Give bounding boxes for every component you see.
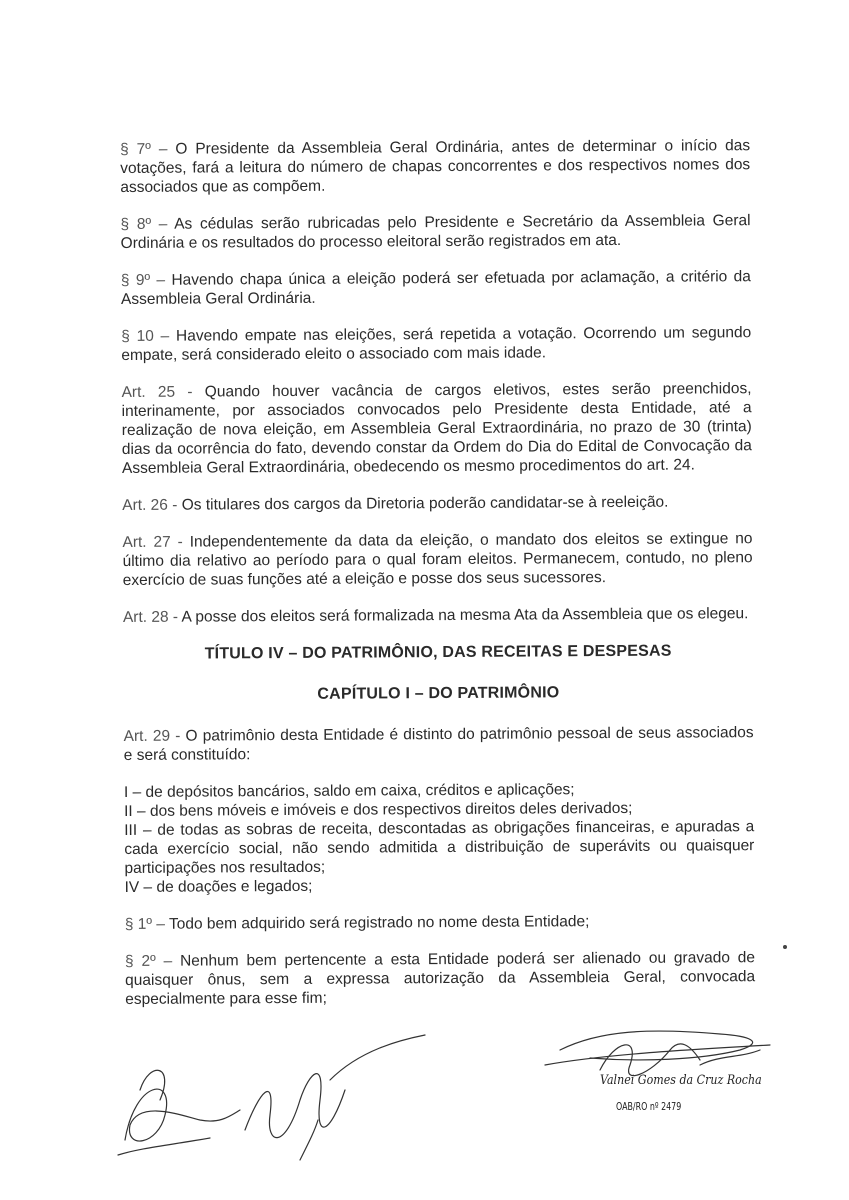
stamp-name: Valnei Gomes da Cruz Rocha bbox=[600, 1073, 762, 1088]
paragraph-8 bbox=[120, 211, 750, 253]
article-text: A posse dos eleitos será formalizada na mesma Ata da Assembleia que os elegeu. bbox=[178, 605, 749, 626]
list-item: III – de todas as sobras de receita, descontadas as obrigações financeiras, e apuradas a cada exercício social, não sendo admitida a distribuição de superávits ou quaisquer participações nos resultados; bbox=[124, 818, 755, 877]
paragraph-7 bbox=[120, 136, 750, 197]
article-29 bbox=[124, 723, 754, 765]
article-text: O patrimônio desta Entidade é distinto do patrimônio pessoal de seus associados e será constituído: bbox=[123, 724, 754, 764]
paragraph-lead: § 1º – bbox=[124, 915, 165, 933]
paragraph-10 bbox=[121, 323, 751, 365]
paragraph-lead: § 9º – bbox=[120, 271, 166, 289]
paragraph-text: Havendo chapa única a eleição poderá ser efetuada por aclamação, a critério da Assembleia Geral Ordinária. bbox=[120, 268, 751, 308]
signature-left bbox=[118, 1035, 425, 1160]
list-item: IV – de doações e legados; bbox=[124, 877, 313, 896]
paragraph-text: Havendo empate nas eleições, será repetida a votação. Ocorrendo um segundo empate, será considerado eleito o associado com mais idade. bbox=[121, 324, 752, 364]
paragraph-text: As cédulas serão rubricadas pelo Presidente e Secretário da Assembleia Geral Ordinária e os resultados do processo eleitoral serão registrados em ata. bbox=[120, 212, 751, 252]
paragraph-lead: § 8º – bbox=[120, 215, 168, 233]
paragraph-lead: § 2º – bbox=[124, 952, 173, 970]
article-lead: Art. 27 - bbox=[122, 533, 183, 551]
signatures bbox=[0, 1020, 849, 1180]
article-text: Independentemente da data da eleição, o mandato dos eleitos se extingue no último dia relativo ao período para o qual foram eleitos. Permanecem, contudo, no pleno exercício de suas funções até a eleição e posse dos seus sucessores. bbox=[122, 530, 753, 589]
paragraph-lead: § 10 – bbox=[121, 327, 170, 345]
article-lead: Art. 29 - bbox=[123, 727, 181, 745]
article-27 bbox=[122, 529, 752, 590]
document-body bbox=[120, 136, 755, 1027]
article-25 bbox=[121, 379, 752, 478]
list-item: I – de depósitos bancários, saldo em caixa, créditos e aplicações; bbox=[123, 781, 575, 801]
paragraph-9 bbox=[121, 267, 751, 309]
article-lead: Art. 26 - bbox=[122, 496, 178, 514]
chapter-heading: CAPÍTULO I – DO PATRIMÔNIO bbox=[317, 684, 560, 703]
title-heading: TÍTULO IV – DO PATRIMÔNIO, DAS RECEITAS E DESPESAS bbox=[204, 642, 672, 663]
article-26 bbox=[122, 492, 752, 515]
article-lead: Art. 28 - bbox=[122, 608, 179, 626]
paragraph-text: O Presidente da Assembleia Geral Ordinária, antes de determinar o início das votações, fará a leitura do número de chapas concorrentes e dos respectivos nomes dos associados que as compõem. bbox=[120, 137, 751, 196]
article-lead: Art. 25 - bbox=[121, 383, 193, 401]
paragraph-text: Todo bem adquirido será registrado no nome desta Entidade; bbox=[164, 913, 590, 933]
list-item: II – dos bens móveis e imóveis e dos respectivos direitos deles derivados; bbox=[124, 799, 633, 820]
article-28 bbox=[123, 604, 753, 627]
stamp-oab-number: OAB/RO nº 2479 bbox=[616, 1100, 682, 1113]
patrimony-list bbox=[124, 779, 755, 897]
article-text: Os titulares dos cargos da Diretoria poderão candidatar-se à reeleição. bbox=[177, 493, 669, 514]
paragraph-1 bbox=[125, 911, 755, 934]
paragraph-2 bbox=[125, 948, 755, 1009]
signature-right bbox=[545, 1031, 770, 1076]
scan-speck bbox=[783, 945, 787, 949]
article-text: Quando houver vacância de cargos eletivos, estes serão preenchidos, interinamente, por associados convocados pelo Presidente desta Entidade, até a realização de nova eleição, em Assembleia Geral Extraordinária, no prazo de 30 (trinta) dias da ocorrência do fato, devendo constar da Ordem do Dia do Edital de Convocação da Assembleia Geral Extraordinária, obedecendo os mesmo procedimentos do art. 24. bbox=[121, 380, 752, 477]
paragraph-lead: § 7º – bbox=[120, 140, 168, 158]
paragraph-text: Nenhum bem pertencente a esta Entidade poderá ser alienado ou gravado de quaisquer ônus, sem a expressa autorização da Assembleia Geral, convocada especialmente para esse fim; bbox=[125, 949, 756, 1008]
